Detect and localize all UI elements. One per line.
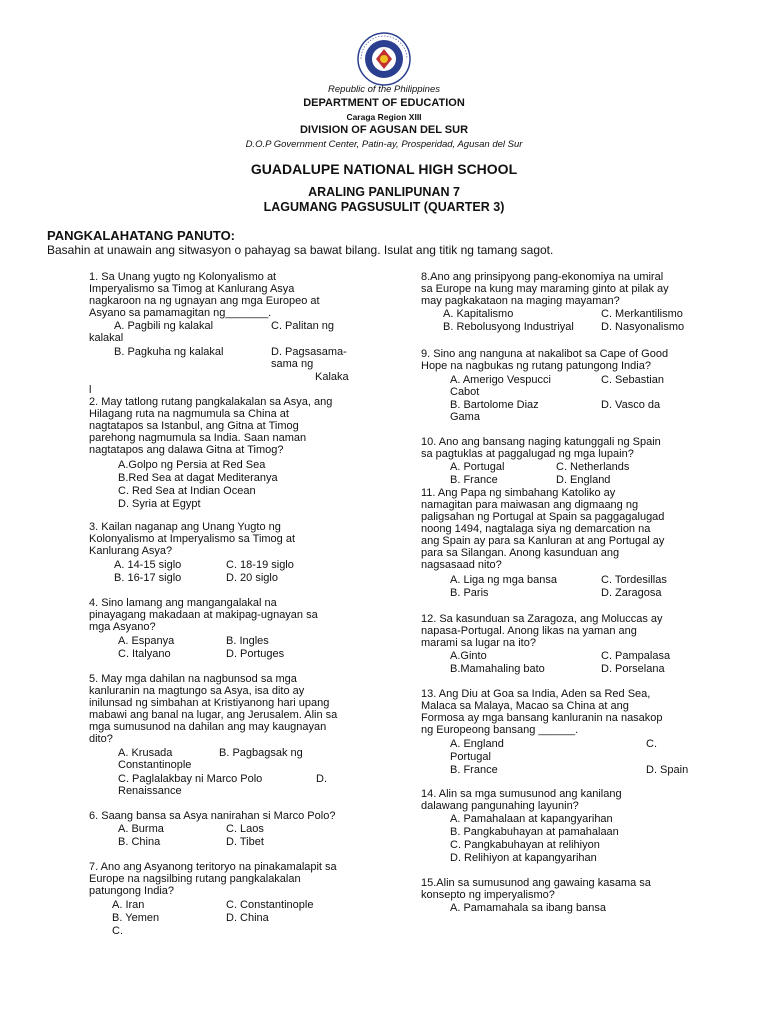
q15-stem-line: 15.Alin sa sumusunod ang gawaing kasama sa <box>421 877 651 889</box>
q6-choice-b: B. China <box>118 836 161 848</box>
q1-choice-d-cont: sama ng <box>271 358 314 370</box>
q2-stem-line: Hilagang ruta na nagmumula sa China at <box>89 408 289 420</box>
q1-choice-d: D. Pagsasama- <box>271 346 347 358</box>
q15-choice-a: A. Pamamahala sa ibang bansa <box>450 902 606 914</box>
q12-choice-a: A.Ginto <box>450 650 487 662</box>
q4-choice-c: C. Italyano <box>118 648 171 660</box>
q13-stem-line: Formosa ay mga bansang kanluranin na nasakop <box>421 712 663 724</box>
q9-choice-d: D. Vasco da <box>601 399 661 411</box>
q10-choice-d: D. England <box>556 474 611 486</box>
q14-choice-d: D. Relihiyon at kapangyarihan <box>450 852 597 864</box>
q13-stem-line: 13. Ang Diu at Goa sa India, Aden sa Red Sea, <box>421 688 651 700</box>
q8-choice-b: B. Rebolusyong Industriyal <box>443 321 574 333</box>
q4-choice-a: A. Espanya <box>118 635 175 647</box>
q15-stem-line: konsepto ng imperyalismo? <box>421 889 555 901</box>
q8-choice-a: A. Kapitalismo <box>443 308 514 320</box>
q2-choice-a: A.Golpo ng Persia at Red Sea <box>118 459 266 471</box>
q14-choice-c: C. Pangkabuhayan at relihiyon <box>450 839 600 851</box>
q12-stem-line: napasa-Portugal. Anong likas na yaman ang <box>421 625 637 637</box>
q5-stem-line: 5. May mga dahilan na nagbunsod sa mga <box>89 673 297 685</box>
q11-stem-line: ang Spain ay para sa Kanluran at ang Portugal ay <box>421 535 665 547</box>
q12-choice-b: B.Mamahaling bato <box>450 663 545 675</box>
q6-choice-c: C. Laos <box>226 823 264 835</box>
q1-choice-d-cont: l <box>89 384 92 396</box>
q13-choice-c: C. <box>646 738 657 750</box>
q10-choice-b: B. France <box>450 474 498 486</box>
q7-choice-c: C. Constantinople <box>226 899 314 911</box>
q12-stem-line: marami sa lugar na ito? <box>421 637 536 649</box>
q3-choice-b: B. 16-17 siglo <box>114 572 182 584</box>
department-name: DEPARTMENT OF EDUCATION <box>303 97 465 109</box>
q2-stem-line: 2. May tatlong rutang pangkalakalan sa Asya, ang <box>89 396 333 408</box>
q2-choice-c: C. Red Sea at Indian Ocean <box>118 485 256 497</box>
q10-choice-a: A. Portugal <box>450 461 505 473</box>
instructions-text: Basahin at unawain ang sitwasyon o pahayag sa bawat bilang. Isulat ang titik ng tamang sagot. <box>47 243 554 257</box>
q1-stem-line: Imperyalismo sa Timog at Kanlurang Asya <box>89 283 295 295</box>
q14-choice-a: A. Pamahalaan at kapangyarihan <box>450 813 613 825</box>
q4-choice-b: B. Ingles <box>226 635 269 647</box>
q6-choice-d: D. Tibet <box>226 836 264 848</box>
q11-stem-line: namagitan para maiwasan ang digmaang ng <box>421 499 639 511</box>
q12-choice-c: C. Pampalasa <box>601 650 671 662</box>
instructions-title: PANGKALAHATANG PANUTO: <box>47 228 236 243</box>
q5-choice-d: D. <box>316 773 327 785</box>
q2-choice-b: B.Red Sea at dagat Mediteranya <box>118 472 278 484</box>
q4-stem-line: mga Asyano? <box>89 621 156 633</box>
q2-stem-line: parehong nagmumula sa India. Saan naman <box>89 432 307 444</box>
q5-choice-b: B. Pagbagsak ng <box>219 747 303 759</box>
q13-stem-line: Malaca sa Malaya, Macao sa China at ang <box>421 700 629 712</box>
q8-stem-line: may pagkakataon na maging mayaman? <box>421 295 620 307</box>
q11-stem-line: noong 1494, nagtalaga siya ng demarcation na <box>421 523 651 535</box>
q6-stem-line: 6. Saang bansa sa Asya nanirahan si Marco Polo? <box>89 810 336 822</box>
q3-choice-d: D. 20 siglo <box>226 572 278 584</box>
q1-choice-c: C. Palitan ng <box>271 320 334 332</box>
q2-stem-line: nagtatapos ang dalawa Gitna at Timog? <box>89 444 284 456</box>
q5-choice-a: A. Krusada <box>118 747 173 759</box>
q4-choice-d: D. Portuges <box>226 648 285 660</box>
exam-title: LAGUMANG PAGSUSULIT (QUARTER 3) <box>263 200 505 214</box>
q11-stem-line: 11. Ang Papa ng simbahang Katoliko ay <box>421 487 616 499</box>
q9-stem-line: 9. Sino ang nanguna at nakalibot sa Cape of Good <box>421 348 669 360</box>
q10-stem-line: 10. Ano ang bansang naging katunggali ng Spain <box>421 436 661 448</box>
q12-stem-line: 12. Sa kasunduan sa Zaragoza, ang Moluccas ay <box>421 613 663 625</box>
q2-stem-line: nagtatapos sa Istanbul, ang Gitna at Timog <box>89 420 299 432</box>
q1-stem-line: Asyano sa pamamagitan ng_______. <box>89 307 272 319</box>
q9-choice-c: C. Sebastian <box>601 374 664 386</box>
q8-stem-line: 8.Ano ang prinsipyong pang-ekonomiya na umiral <box>421 271 664 283</box>
q13-stem-line: ng Europeong bansang ______. <box>421 724 579 736</box>
q7-stem-line: patungong India? <box>89 885 175 897</box>
q1-choice-c-cont: kalakal <box>89 332 124 344</box>
q5-stem-line: inilunsad ng simbahan at Kristiyanong hari upang <box>89 697 330 709</box>
q6-choice-a: A. Burma <box>118 823 164 835</box>
subject-title: ARALING PANLIPUNAN 7 <box>308 185 460 199</box>
q1-stem-line: nagkaroon na ng ugnayan ang mga Europeo at <box>89 295 320 307</box>
q7-choice-b: B. Yemen <box>112 912 160 924</box>
q10-stem-line: sa pagtuklas at paggalugad ng mga lupain? <box>421 448 634 460</box>
q8-choice-c: C. Merkantilismo <box>601 308 683 320</box>
q8-stem-line: sa Europe na kung may maraming ginto at pilak ay <box>421 283 669 295</box>
q9-choice-b: B. Bartolome Diaz <box>450 399 539 411</box>
q11-stem-line: paligsahan ng Portugal at Spain sa paggagalugad <box>421 511 665 523</box>
q11-choice-d: D. Zaragosa <box>601 587 662 599</box>
q7-choice-a: A. Iran <box>112 899 145 911</box>
division-name: DIVISION OF AGUSAN DEL SUR <box>299 124 469 136</box>
q3-choice-c: C. 18-19 siglo <box>226 559 294 571</box>
q13-choice-a: A. England <box>450 738 504 750</box>
q11-stem-line: para sa Silangan. Anong kasunduan ang <box>421 547 620 559</box>
q7-stem-line: 7. Ano ang Asyanong teritoryo na pinakamalapit sa <box>89 861 337 873</box>
q9-stem-line: Hope na nagbukas ng rutang patungong India? <box>421 360 651 372</box>
q11-stem-line: nagsasaad nito? <box>421 559 502 571</box>
q2-choice-d: D. Syria at Egypt <box>118 498 201 510</box>
q10-choice-c: C. Netherlands <box>556 461 630 473</box>
q7-choice-d: D. China <box>226 912 269 924</box>
q1-choice-b: B. Pagkuha ng kalakal <box>114 346 224 358</box>
q12-choice-d: D. Porselana <box>601 663 665 675</box>
q7-choice-c-repeat: C. <box>112 925 123 937</box>
q3-stem-line: 3. Kailan naganap ang Unang Yugto ng <box>89 521 281 533</box>
q3-stem-line: Kanlurang Asya? <box>89 545 173 557</box>
q14-choice-b: B. Pangkabuhayan at pamahalaan <box>450 826 619 838</box>
q5-stem-line: kanluranin na magtungo sa Asya, isa dito ay <box>89 685 305 697</box>
republic-line: Republic of the Philippines <box>328 84 440 95</box>
q3-stem-line: Kolonyalismo at Imperyalismo sa Timog at <box>89 533 296 545</box>
q1-choice-a: A. Pagbili ng kalakal <box>114 320 214 332</box>
q11-choice-b: B. Paris <box>450 587 489 599</box>
q5-stem-line: dito? <box>89 733 113 745</box>
q9-choice-d-cont: Gama <box>450 411 480 423</box>
region-name: Caraga Region XIII <box>346 112 422 122</box>
q5-stem-line: mabawi ang banal na lugar, ang Jerusalem. Alin sa <box>89 709 338 721</box>
q1-choice-d-cont: Kalaka <box>315 371 349 383</box>
q13-choice-c-cont: Portugal <box>450 751 491 763</box>
q13-choice-b: B. France <box>450 764 498 776</box>
q11-choice-a: A. Liga ng mga bansa <box>450 574 558 586</box>
q3-choice-a: A. 14-15 siglo <box>114 559 182 571</box>
q7-stem-line: Europe na nagsilbing rutang pangkalakalan <box>89 873 301 885</box>
division-address: D.O.P Government Center, Patin-ay, Prosperidad, Agusan del Sur <box>245 139 523 150</box>
q4-stem-line: pinayagang makadaan at makipag-ugnayan sa <box>89 609 318 621</box>
q13-choice-d: D. Spain <box>646 764 689 776</box>
q9-choice-a: A. Amerigo Vespucci <box>450 374 551 386</box>
q5-choice-d-cont: Renaissance <box>118 785 182 797</box>
q11-choice-c: C. Tordesillas <box>601 574 667 586</box>
q14-stem-line: 14. Alin sa mga sumusunod ang kanilang <box>421 788 622 800</box>
school-name: GUADALUPE NATIONAL HIGH SCHOOL <box>250 161 518 177</box>
q8-choice-d: D. Nasyonalismo <box>601 321 685 333</box>
q9-choice-c-cont: Cabot <box>450 386 480 398</box>
q5-stem-line: mga sumusunod na dahilan ang may kaugnayan <box>89 721 327 733</box>
q5-choice-c: C. Paglalakbay ni Marco Polo <box>118 773 263 785</box>
q4-stem-line: 4. Sino lamang ang mangangalakal na <box>89 597 277 609</box>
q14-stem-line: dalawang pangunahing layunin? <box>421 800 579 812</box>
q5-choice-b-cont: Constantinople <box>118 759 192 771</box>
q1-stem-line: 1. Sa Unang yugto ng Kolonyalismo at <box>89 271 277 283</box>
